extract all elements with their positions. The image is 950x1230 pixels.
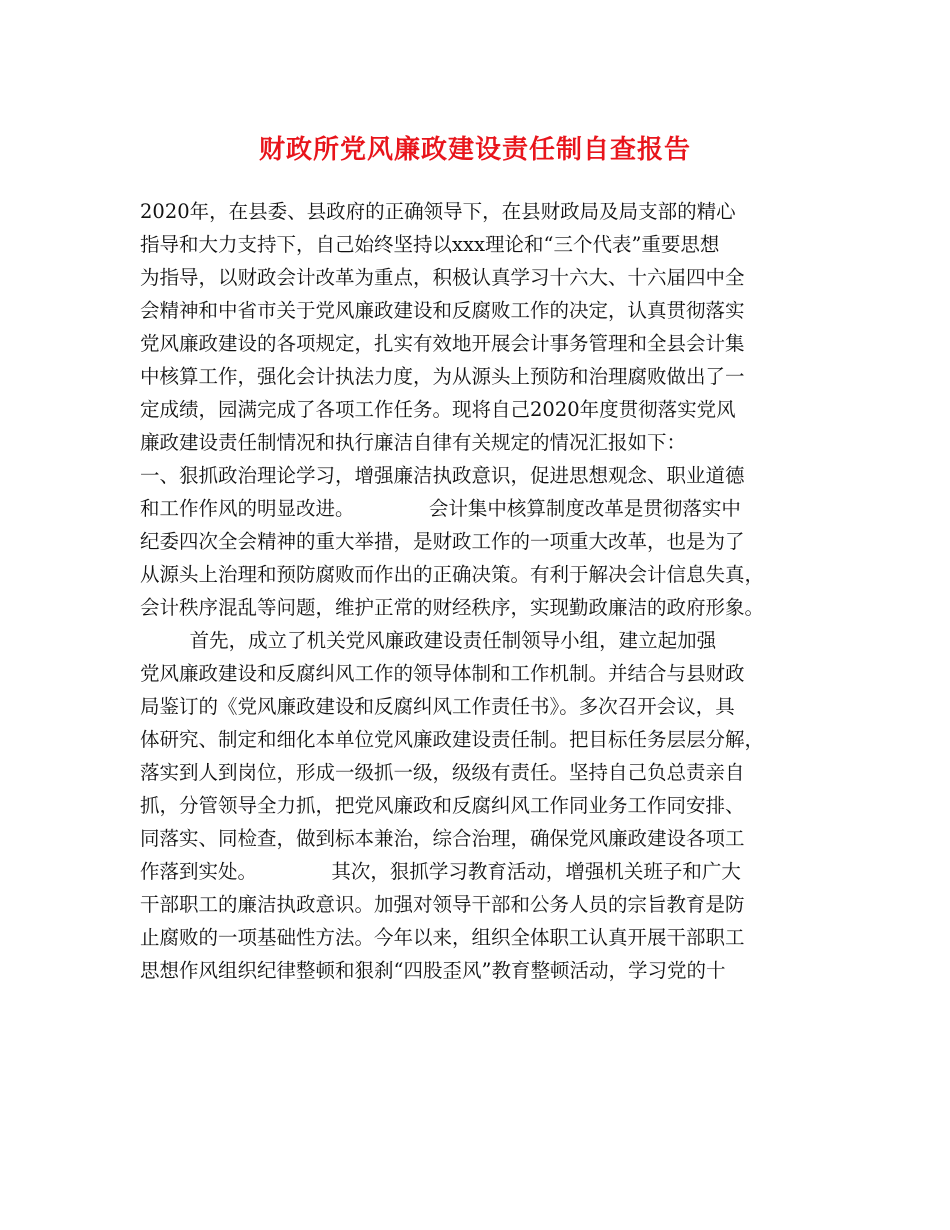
body-text-line: 会计秩序混乱等问题，维护正常的财经秩序，实现勤政廉洁的政府形象。 xyxy=(140,596,765,619)
body-text-line: 同落实、同检查，做到标本兼治，综合治理，确保党风廉政建设各项工 xyxy=(140,827,745,850)
body-text-line: 定成绩，园满完成了各项工作任务。现将自己2020年度贯彻落实党风 xyxy=(140,398,736,421)
body-text-line: 党风廉政建设的各项规定，扎实有效地开展会计事务管理和全县会计集 xyxy=(140,332,745,355)
body-text-line: 思想作风组织纪律整顿和狠刹“四股歪风”教育整顿活动，学习党的十 xyxy=(140,959,726,982)
body-text-line: 中核算工作，强化会计执法力度，为从源头上预防和治理腐败做出了一 xyxy=(140,365,745,388)
body-text-line: 为指导，以财政会计改革为重点，积极认真学习十六大、十六届四中全 xyxy=(140,266,745,289)
body-text-line: 干部职工的廉洁执政意识。加强对领导干部和公务人员的宗旨教育是防 xyxy=(140,893,745,916)
body-text-line: 从源头上治理和预防腐败而作出的正确决策。有利于解决会计信息失真， xyxy=(140,563,765,586)
body-text-line: 作落到实处。 其次，狠抓学习教育活动，增强机关班子和广大 xyxy=(140,860,741,883)
body-text-line: 一、狠抓政治理论学习，增强廉洁执政意识，促进思想观念、职业道德 xyxy=(140,464,745,487)
body-text-line: 抓，分管领导全力抓，把党风廉政和反腐纠风工作同业务工作同安排、 xyxy=(140,794,745,817)
body-text-line: 2020年，在县委、县政府的正确领导下，在县财政局及局支部的精心 xyxy=(140,200,736,223)
body-text-line: 落实到人到岗位，形成一级抓一级，级级有责任。坚持自己负总责亲自 xyxy=(140,761,745,784)
body-text-line: 和工作作风的明显改进。 会计集中核算制度改革是贯彻落实中 xyxy=(140,497,741,520)
body-text-line: 局鉴订的《党风廉政建设和反腐纠风工作责任书》。多次召开会议，具 xyxy=(140,695,735,718)
document-title: 财政所党风廉政建设责任制自查报告 xyxy=(258,135,691,165)
body-text-line: 指导和大力支持下，自己始终坚持以xxx理论和“三个代表”重要思想 xyxy=(140,233,720,256)
body-text-line: 首先，成立了机关党风廉政建设责任制领导小组，建立起加强 xyxy=(140,629,717,652)
body-text-line: 体研究、制定和细化本单位党风廉政建设责任制。把目标任务层层分解， xyxy=(140,728,765,751)
body-text-line: 止腐败的一项基础性方法。今年以来，组织全体职工认真开展干部职工 xyxy=(140,926,745,949)
body-text-line: 纪委四次全会精神的重大举措，是财政工作的一项重大改革，也是为了 xyxy=(140,530,745,553)
document-body xyxy=(140,195,820,987)
body-text-line: 廉政建设责任制情况和执行廉洁自律有关规定的情况汇报如下： xyxy=(140,431,687,454)
body-text-line: 党风廉政建设和反腐纠风工作的领导体制和工作机制。并结合与县财政 xyxy=(140,662,745,685)
body-text-line: 会精神和中省市关于党风廉政建设和反腐败工作的决定，认真贯彻落实 xyxy=(140,299,745,322)
